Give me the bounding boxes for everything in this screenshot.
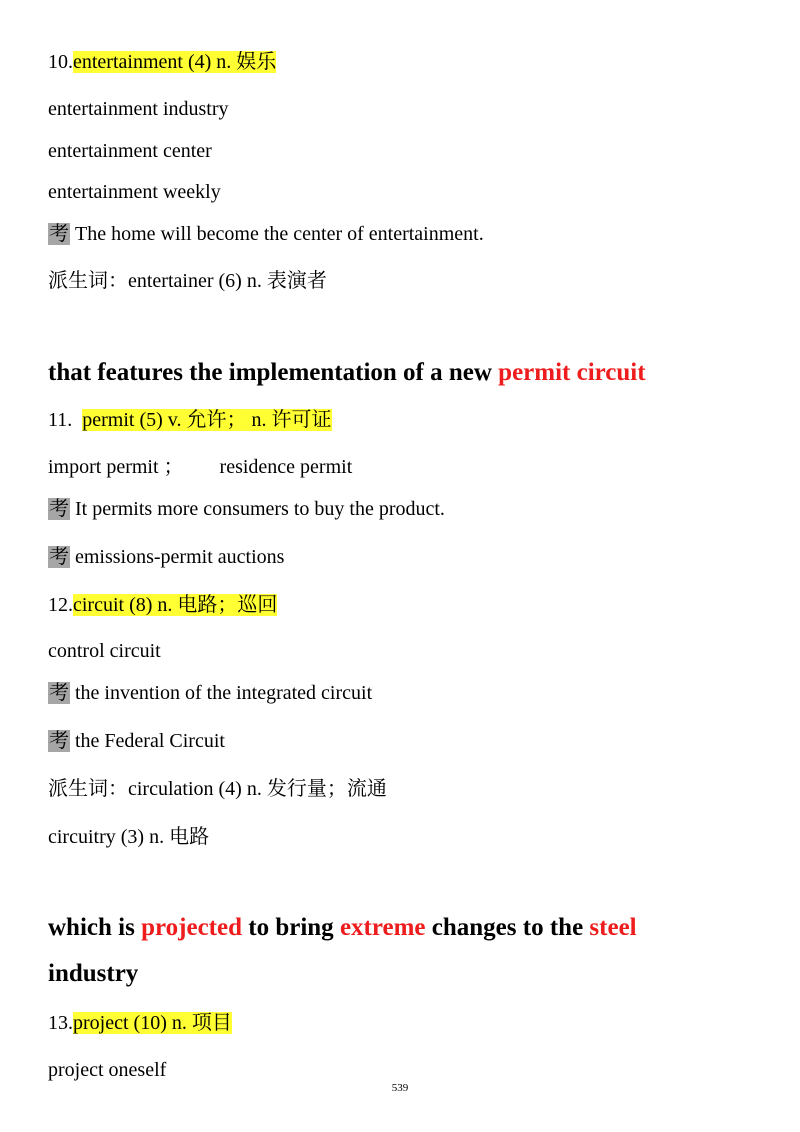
headword-highlight: project (10) n. 项目 xyxy=(73,1012,232,1034)
exam-example xyxy=(48,497,445,521)
heading-keyword: extreme xyxy=(339,914,426,941)
example-text: The home will become the center of entertainment. xyxy=(75,223,484,245)
heading-keyword: permit circuit xyxy=(498,359,646,386)
exam-mark: 考 xyxy=(49,546,69,568)
headword-highlight: permit (5) v. 允许； n. 许可证 xyxy=(82,409,332,431)
exam-mark: 考 xyxy=(49,223,69,245)
derived-words: circuitry (3) n. 电路 xyxy=(48,826,210,848)
derived-words: 派生词：circulation (4) n. 发行量；流通 xyxy=(48,778,387,800)
exam-mark: 考 xyxy=(49,730,69,752)
exam-mark: 考 xyxy=(49,682,69,704)
headword-highlight: circuit (8) n. 电路；巡回 xyxy=(73,594,278,616)
collocation: entertainment weekly xyxy=(48,181,221,203)
entry-number: 11. xyxy=(48,409,73,431)
page-number: 539 xyxy=(391,1082,409,1094)
exam-example xyxy=(48,222,484,246)
derived-words: 派生词：entertainer (6) n. 表演者 xyxy=(48,270,327,292)
exam-example xyxy=(48,545,284,569)
entry-12-header xyxy=(48,593,277,617)
heading-text: changes to the xyxy=(425,914,590,941)
collocation: entertainment industry xyxy=(48,98,229,120)
entry-11-header xyxy=(48,408,332,432)
sentence-heading xyxy=(48,913,637,943)
heading-text: which is xyxy=(48,914,142,941)
sentence-heading-continued: industry xyxy=(48,960,139,987)
entry-number: 13. xyxy=(48,1012,73,1034)
collocation: import permit ； xyxy=(48,456,184,478)
example-text: the invention of the integrated circuit xyxy=(75,682,373,704)
exam-example xyxy=(48,729,225,753)
collocation: residence permit xyxy=(219,456,353,478)
heading-text: to bring xyxy=(242,914,340,941)
heading-keyword: steel xyxy=(589,914,637,941)
heading-keyword: projected xyxy=(141,914,242,941)
entry-number: 10. xyxy=(48,51,73,73)
example-text: It permits more consumers to buy the product. xyxy=(75,498,445,520)
example-text: the Federal Circuit xyxy=(75,730,225,752)
example-text: emissions-permit auctions xyxy=(75,546,285,568)
collocation: control circuit xyxy=(48,640,161,662)
sentence-heading xyxy=(48,358,646,388)
exam-example xyxy=(48,681,372,705)
entry-number: 12. xyxy=(48,594,73,616)
entry-13-header xyxy=(48,1011,232,1035)
headword-highlight: entertainment (4) n. 娱乐 xyxy=(73,51,277,73)
entry-10-header xyxy=(48,50,276,74)
heading-text: that features the implementation of a new xyxy=(48,359,499,386)
collocation-line xyxy=(48,455,352,479)
collocation: project oneself xyxy=(48,1059,167,1081)
collocation: entertainment center xyxy=(48,140,212,162)
exam-mark: 考 xyxy=(49,498,69,520)
